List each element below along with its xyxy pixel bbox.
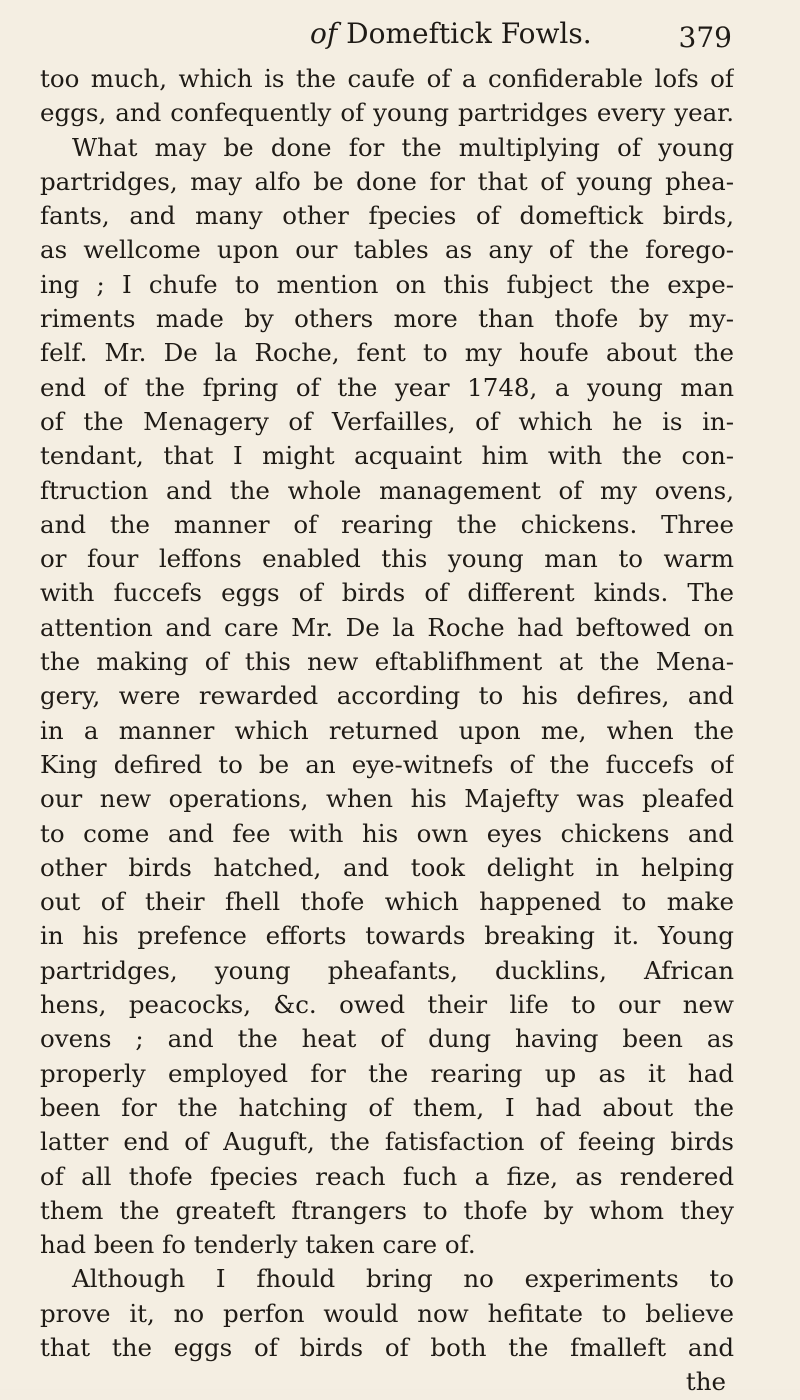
text-line: out of their fhell thofe which happened to make bbox=[40, 887, 734, 917]
text-line: too much, which is the caufe of a confiderable lofs of bbox=[40, 64, 734, 93]
text-line: eggs, and confequently of young partridges every year. bbox=[40, 98, 734, 128]
text-line: that the eggs of birds of both the fmalleft and bbox=[40, 1332, 734, 1362]
text-line: felf. Mr. De la Roche, fent to my houfe about the bbox=[40, 338, 734, 368]
text-line: of all thofe fpecies reach fuch a fize, as rendered bbox=[40, 1161, 734, 1191]
text-line: in his prefence efforts towards breaking it. Young bbox=[40, 921, 734, 951]
running-head-prefix: of bbox=[310, 17, 338, 50]
text-line: properly employed for the rearing up as it had bbox=[40, 1058, 734, 1088]
text-line: end of the fpring of the year 1748, a young man bbox=[40, 372, 734, 402]
text-line: other birds hatched, and took delight in helping bbox=[40, 852, 734, 882]
text-line: them the greateft ftrangers to thofe by whom they bbox=[40, 1195, 734, 1225]
text-line: partridges, young pheafants, ducklins, African bbox=[40, 955, 734, 985]
text-line: in a manner which returned upon me, when the bbox=[40, 715, 734, 745]
body-text bbox=[40, 62, 734, 1400]
running-head-title: Domeftick Fowls. bbox=[346, 17, 592, 50]
text-line: the making of this new eftablifhment at the Mena- bbox=[40, 647, 734, 677]
page-header bbox=[0, 12, 800, 62]
text-line: prove it, no perfon would now hefitate to believe bbox=[40, 1298, 734, 1328]
text-line: fants, and many other fpecies of domeftick birds, bbox=[40, 201, 734, 231]
text-line: to come and fee with his own eyes chickens and bbox=[40, 818, 734, 848]
text-line: hens, peacocks, &c. owed their life to our new bbox=[40, 990, 734, 1020]
running-head bbox=[310, 12, 592, 56]
text-line: ing ; I chufe to mention on this fubject the expe- bbox=[40, 269, 734, 299]
text-line: had been fo tenderly taken care of. bbox=[40, 1230, 476, 1260]
text-line: of the Menagery of Verfailles, of which he is in- bbox=[40, 406, 734, 436]
text-line: What may be done for the multiplying of young bbox=[72, 132, 734, 162]
text-line: with fuccefs eggs of birds of different kinds. The bbox=[40, 578, 734, 608]
text-line: attention and care Mr. De la Roche had beftowed on bbox=[40, 612, 734, 642]
text-line: riments made by others more than thofe by my- bbox=[40, 304, 734, 334]
text-line: King defired to be an eye-witnefs of the fuccefs of bbox=[40, 749, 734, 779]
text-line: been for the hatching of them, I had about the bbox=[40, 1092, 734, 1122]
text-line: ftruction and the whole management of my ovens, bbox=[40, 475, 734, 505]
text-line: gery, were rewarded according to his defires, and bbox=[40, 681, 734, 711]
text-line: latter end of Auguft, the fatisfaction of feeing birds bbox=[40, 1127, 734, 1157]
text-line: or four leffons enabled this young man to warm bbox=[40, 544, 734, 574]
text-line: ovens ; and the heat of dung having been as bbox=[40, 1024, 734, 1054]
text-line: Although I fhould bring no experiments to bbox=[72, 1264, 734, 1294]
text-line: our new operations, when his Majefty was pleafed bbox=[40, 784, 734, 814]
text-line: and the manner of rearing the chickens. Three bbox=[40, 509, 734, 539]
catchword: the bbox=[685, 1367, 726, 1397]
text-line: tendant, that I might acquaint him with the con- bbox=[40, 441, 734, 471]
text-line: as wellcome upon our tables as any of the forego- bbox=[40, 235, 734, 265]
text-line: partridges, may alfo be done for that of young phea- bbox=[40, 166, 734, 196]
page-number: 379 bbox=[678, 21, 732, 54]
